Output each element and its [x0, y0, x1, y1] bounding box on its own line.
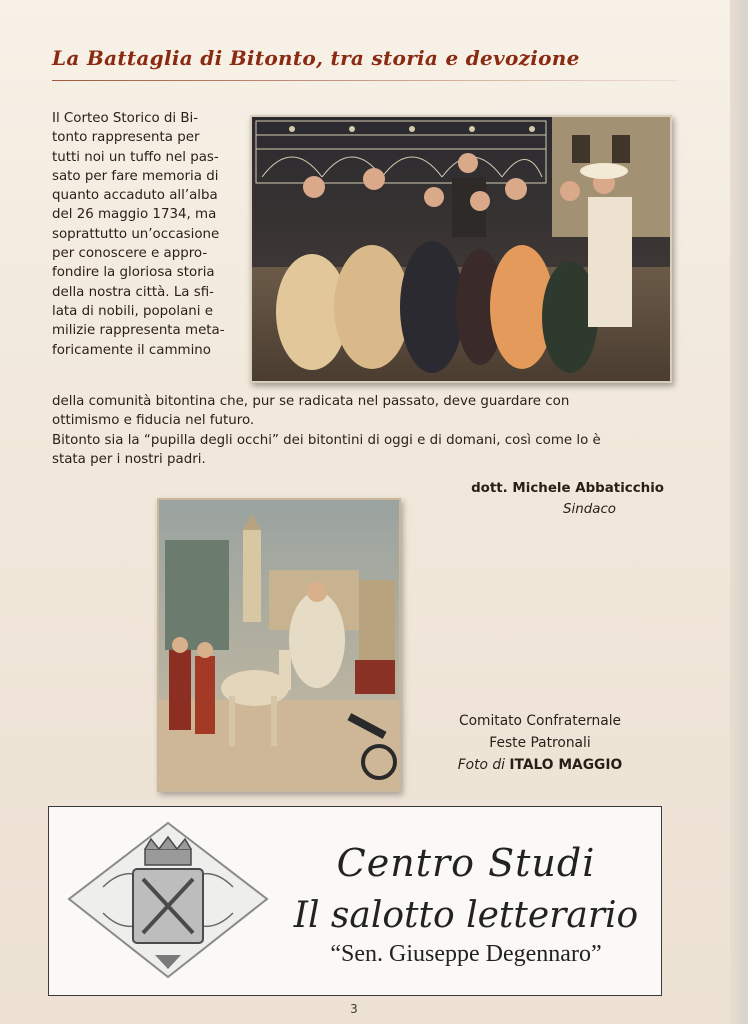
credits-block [420, 710, 660, 776]
text-line: quanto accaduto all’alba [52, 188, 218, 204]
text-line: sato per fare memoria di [52, 168, 219, 184]
text-line: tutti noi un tuffo nel pas- [52, 149, 219, 165]
text-line: foricamente il cammino [52, 342, 211, 358]
text-line: Bitonto sia la “pupilla degli occhi” dei bitontini di oggi e di domani, così come lo è [52, 432, 601, 448]
text-line: soprattutto un’occasione [52, 226, 220, 242]
text-line: ottimismo e fiducia nel futuro. [52, 413, 255, 429]
signature-block [420, 478, 664, 520]
signature-role: Sindaco [563, 502, 616, 517]
text-line: Il Corteo Storico di Bi- [52, 111, 199, 126]
ad-subtitle: Il salotto letterario [293, 895, 639, 936]
text-line: fondire la gloriosa storia [52, 265, 215, 281]
photographer-name: ITALO MAGGIO [509, 757, 623, 773]
page-number: 3 [350, 1002, 358, 1016]
credit-event: Feste Patronali [489, 735, 591, 751]
text-line: della comunità bitontina che, pur se radicata nel passato, deve guardare con [52, 394, 570, 409]
text-line: per conoscere e appro- [52, 246, 208, 262]
text-line: del 26 maggio 1734, ma [52, 207, 217, 223]
crest-emblem [63, 817, 273, 985]
page-edge [730, 0, 748, 1024]
photo-credit [420, 754, 660, 776]
text-line: stata per i nostri padri. [52, 451, 206, 467]
text-line: milizie rappresenta meta- [52, 323, 225, 339]
text-line: della nostra città. La sfi- [52, 284, 214, 300]
text-line: tonto rappresenta per [52, 130, 200, 146]
ad-dedication: “Sen. Giuseppe Degennaro” [330, 941, 602, 967]
signature-name: dott. Michele Abbaticchio [471, 481, 664, 496]
corteo-photo [250, 115, 672, 383]
advertisement-box [48, 806, 662, 996]
intro-paragraph [52, 109, 242, 360]
credit-organization: Comitato Confraternale [458, 713, 622, 729]
photo-credit-prefix: Foto di [457, 757, 505, 773]
title-underline [52, 80, 678, 81]
text-line: lata di nobili, popolani e [52, 303, 213, 319]
page-title: La Battaglia di Bitonto, tra storia e devozione [52, 46, 580, 70]
ad-title: Centro Studi [336, 841, 596, 885]
battle-painting [157, 498, 401, 792]
continuation-paragraph [52, 392, 672, 469]
